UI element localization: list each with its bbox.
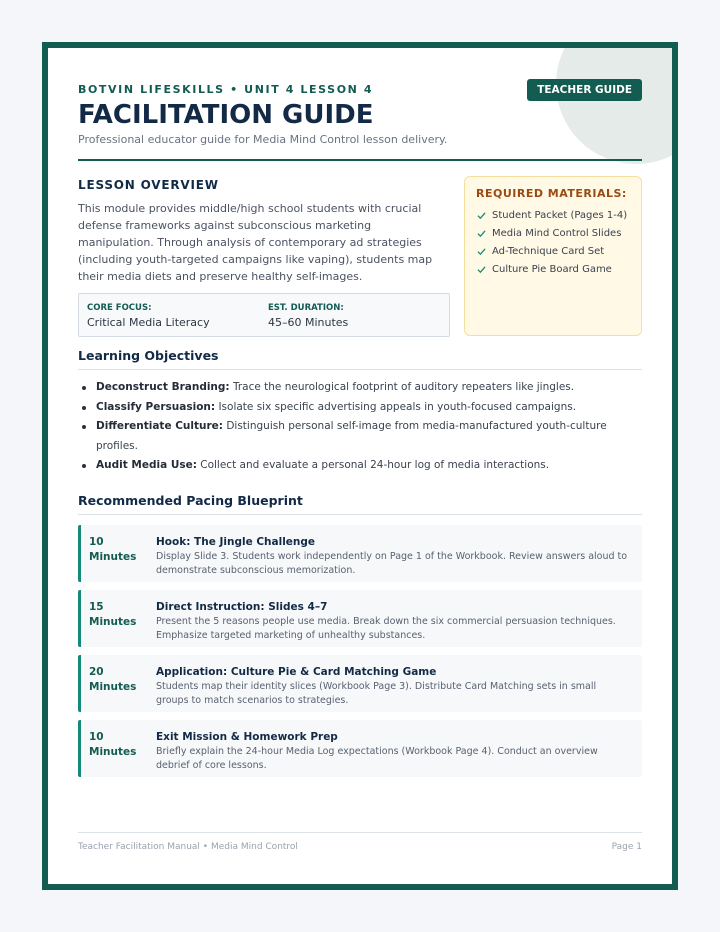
materials-item: [476, 225, 630, 243]
pacing-title: Direct Instruction: Slides 4–7: [156, 600, 328, 613]
materials-item: [476, 261, 630, 279]
objectives-list: [78, 378, 642, 476]
pacing-description: Present the 5 reasons people use media. Break down the six commercial persuasion techniques. Emphasize targeted marketing of unhealthy substances.: [156, 615, 616, 641]
materials-item: [476, 207, 630, 225]
document-header: [78, 48, 642, 161]
check-icon: [477, 265, 486, 274]
pacing-duration-amount: 10: [89, 730, 104, 743]
objective-item: [78, 456, 642, 476]
bullet-icon: [82, 464, 86, 468]
pacing-title: Exit Mission & Homework Prep: [156, 730, 338, 743]
materials-item: [476, 243, 630, 261]
learning-objectives-section: [78, 347, 642, 476]
bullet-icon: [82, 386, 86, 390]
pacing-card: [78, 720, 642, 777]
pacing-duration-unit: Minutes: [89, 615, 137, 628]
pacing-list: [78, 525, 642, 777]
page-footer: [78, 832, 642, 853]
objective-term: Deconstruct Branding:: [96, 381, 230, 393]
pacing-duration-amount: 10: [89, 535, 104, 548]
pacing-duration-unit: Minutes: [89, 680, 137, 693]
materials-item-label: Student Packet (Pages 1-4): [492, 210, 628, 221]
pacing-description: Students map their identity slices (Workbook Page 3). Distribute Card Matching sets in small groups to match scenarios to strategies.: [156, 680, 597, 706]
pacing-section: [78, 492, 642, 777]
check-icon: [477, 247, 486, 256]
pacing-card: [78, 590, 642, 647]
pacing-duration: [89, 535, 149, 565]
overview-section: [78, 161, 642, 341]
page-subtitle: Professional educator guide for Media Mind Control lesson delivery.: [78, 133, 448, 146]
objective-text: Distinguish personal self-image from media-manufactured youth-culture profiles.: [96, 420, 607, 452]
duration-value: 45–60 Minutes: [268, 316, 349, 329]
objective-term: Differentiate Culture:: [96, 420, 223, 432]
check-icon: [477, 211, 486, 220]
page-title: FACILITATION GUIDE: [78, 100, 374, 130]
objective-item: [78, 398, 642, 418]
duration-label: EST. DURATION:: [268, 303, 344, 313]
materials-list: [476, 207, 630, 279]
pacing-duration: [89, 665, 149, 695]
objectives-heading: Learning Objectives: [78, 347, 642, 370]
pacing-duration-amount: 15: [89, 600, 104, 613]
required-materials-box: [464, 176, 642, 336]
materials-item-label: Media Mind Control Slides: [492, 228, 622, 239]
pacing-duration-unit: Minutes: [89, 745, 137, 758]
objective-item: [78, 378, 642, 398]
pacing-duration: [89, 730, 149, 760]
bullet-icon: [82, 406, 86, 410]
overview-heading: LESSON OVERVIEW: [78, 178, 219, 192]
objective-item: [78, 417, 642, 456]
pacing-description: Briefly explain the 24-hour Media Log expectations (Workbook Page 4). Conduct an overview debrief of core lessons.: [156, 745, 598, 771]
unit-eyebrow: BOTVIN LIFESKILLS • UNIT 4 LESSON 4: [78, 83, 374, 96]
bullet-icon: [82, 425, 86, 429]
pacing-title: Hook: The Jingle Challenge: [156, 535, 316, 548]
pacing-card: [78, 655, 642, 712]
page-number: Page 1: [611, 842, 642, 852]
focus-box: [78, 293, 450, 337]
pacing-card: [78, 525, 642, 582]
pacing-duration-unit: Minutes: [89, 550, 137, 563]
materials-item-label: Ad-Technique Card Set: [492, 246, 605, 257]
pacing-duration-amount: 20: [89, 665, 104, 678]
pacing-title: Application: Culture Pie & Card Matching Game: [156, 665, 437, 678]
pacing-heading: Recommended Pacing Blueprint: [78, 492, 642, 515]
materials-heading: REQUIRED MATERIALS:: [476, 187, 627, 200]
overview-text: This module provides middle/high school students with crucial defense frameworks against subconscious marketing manipulation. Through analysis of contemporary ad strategies (including youth-targeted campaigns like vaping), students map their media diets and preserve healthy self-images.: [78, 202, 433, 283]
footer-manual-title: Teacher Facilitation Manual • Media Mind Control: [78, 842, 298, 852]
pacing-description: Display Slide 3. Students work independently on Page 1 of the Workbook. Review answers aloud to demonstrate subconscious memorization.: [156, 550, 628, 576]
objective-term: Audit Media Use:: [96, 459, 197, 471]
objective-term: Classify Persuasion:: [96, 400, 216, 413]
pacing-duration: [89, 600, 149, 630]
document-page: [42, 42, 678, 890]
check-icon: [477, 229, 486, 238]
teacher-guide-badge: TEACHER GUIDE: [527, 79, 642, 101]
objective-text: Collect and evaluate a personal 24-hour log of media interactions.: [196, 459, 550, 471]
core-focus-label: CORE FOCUS:: [87, 303, 152, 313]
objective-text: Trace the neurological footprint of auditory repeaters like jingles.: [229, 381, 575, 393]
objective-text: Isolate six specific advertising appeals in youth-focused campaigns.: [215, 400, 577, 413]
materials-item-label: Culture Pie Board Game: [492, 264, 612, 275]
core-focus-value: Critical Media Literacy: [87, 316, 210, 329]
